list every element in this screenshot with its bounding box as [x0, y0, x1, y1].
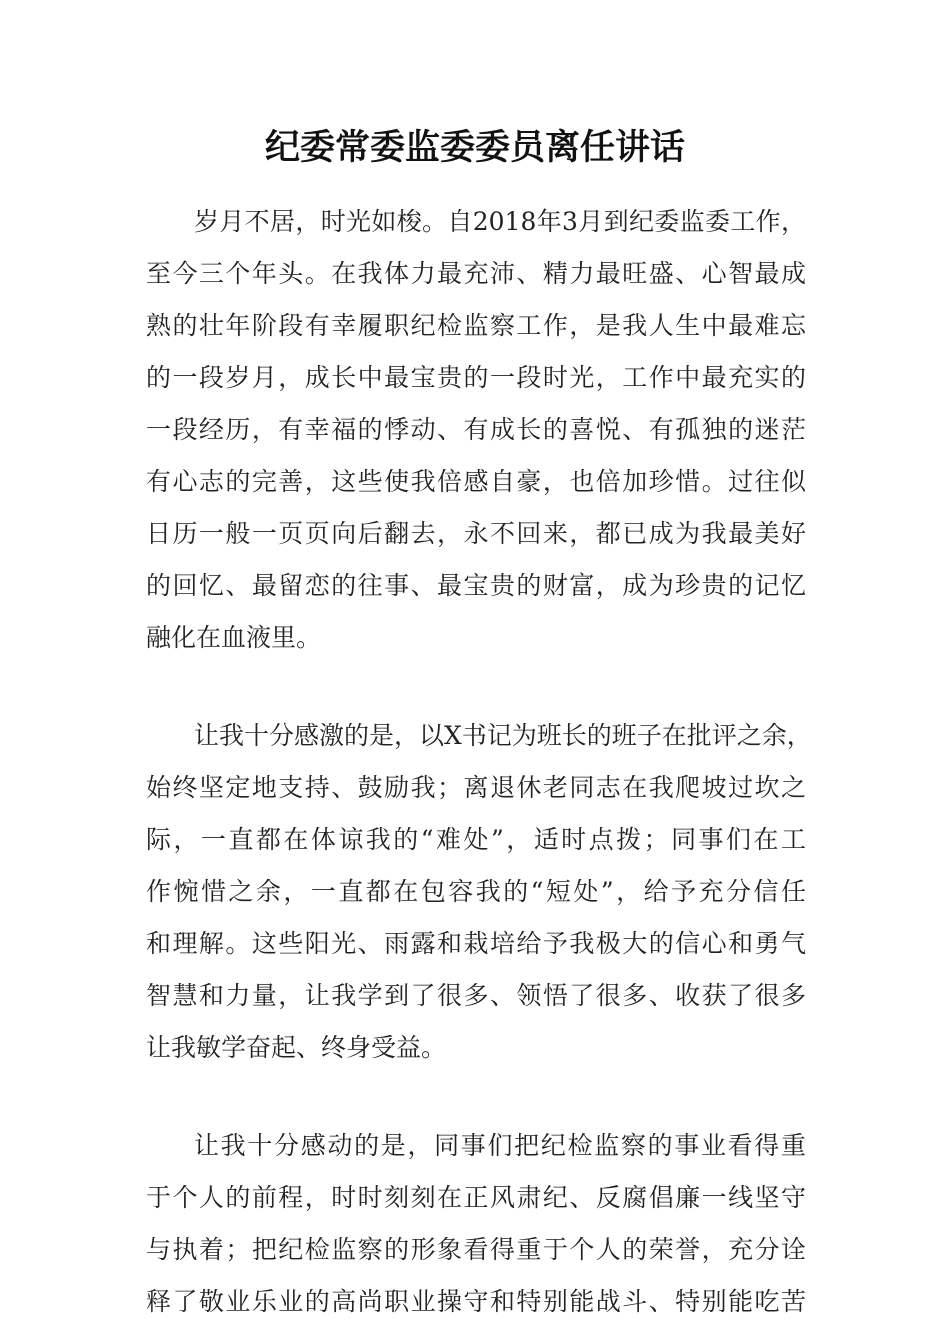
paragraph-3-line-4: 释了敬业乐业的高尚职业操守和特别能战斗、特别能吃苦 [146, 1287, 806, 1316]
paragraph-2-line-2: 始终坚定地支持、鼓励我；离退休老同志在我爬坡过坎之 [146, 773, 806, 802]
paragraph-1-line-8: 的回忆、最留恋的往事、最宝贵的财富，成为珍贵的记忆 [146, 571, 806, 600]
paragraph-1-line-3: 熟的壮年阶段有幸履职纪检监察工作，是我人生中最难忘 [146, 311, 806, 340]
paragraph-1-line-1: 岁月不居，时光如梭。自2018年3月到纪委监委工作， [194, 207, 806, 236]
paragraph-2-line-7: 让我敏学奋起、终身受益。 [146, 1033, 447, 1062]
paragraph-1-line-9: 融化在血液里。 [146, 623, 322, 652]
document-body [146, 196, 812, 1328]
paragraph-2-line-5: 和理解。这些阳光、雨露和栽培给予我极大的信心和勇气 [146, 929, 806, 958]
paragraph-2-line-3: 际，一直都在体谅我的“难处”，适时点拨；同事们在工 [146, 825, 806, 854]
paragraph-3-line-3: 与执着；把纪检监察的形象看得重于个人的荣誉，充分诠 [146, 1235, 806, 1264]
paragraph-gap [146, 1074, 806, 1120]
paragraph-1-line-6: 有心志的完善，这些使我倍感自豪，也倍加珍惜。过往似 [146, 467, 806, 496]
paragraph-1-line-7: 日历一般一页页向后翻去，永不回来，都已成为我最美好 [146, 519, 806, 548]
paragraph-2-line-1: 让我十分感激的是，以X书记为班长的班子在批评之余， [194, 721, 812, 750]
document-title: 纪委常委监委委员离任讲话 [264, 127, 685, 168]
paragraph-2-line-6: 智慧和力量，让我学到了很多、领悟了很多、收获了很多 [146, 981, 806, 1010]
paragraph-3-line-1: 让我十分感动的是，同事们把纪检监察的事业看得重 [194, 1131, 806, 1160]
paragraph-1-line-4: 的一段岁月，成长中最宝贵的一段时光，工作中最充实的 [146, 363, 806, 392]
paragraph-2-line-4: 作惋惜之余，一直都在包容我的“短处”，给予充分信任 [146, 877, 806, 906]
paragraph-1-line-2: 至今三个年头。在我体力最充沛、精力最旺盛、心智最成 [146, 259, 806, 288]
paragraph-1-line-5: 一段经历，有幸福的悸动、有成长的喜悦、有孤独的迷茫 [146, 415, 806, 444]
paragraph-gap [146, 664, 806, 710]
paragraph-3-line-2: 于个人的前程，时时刻刻在正风肃纪、反腐倡廉一线坚守 [146, 1183, 806, 1212]
